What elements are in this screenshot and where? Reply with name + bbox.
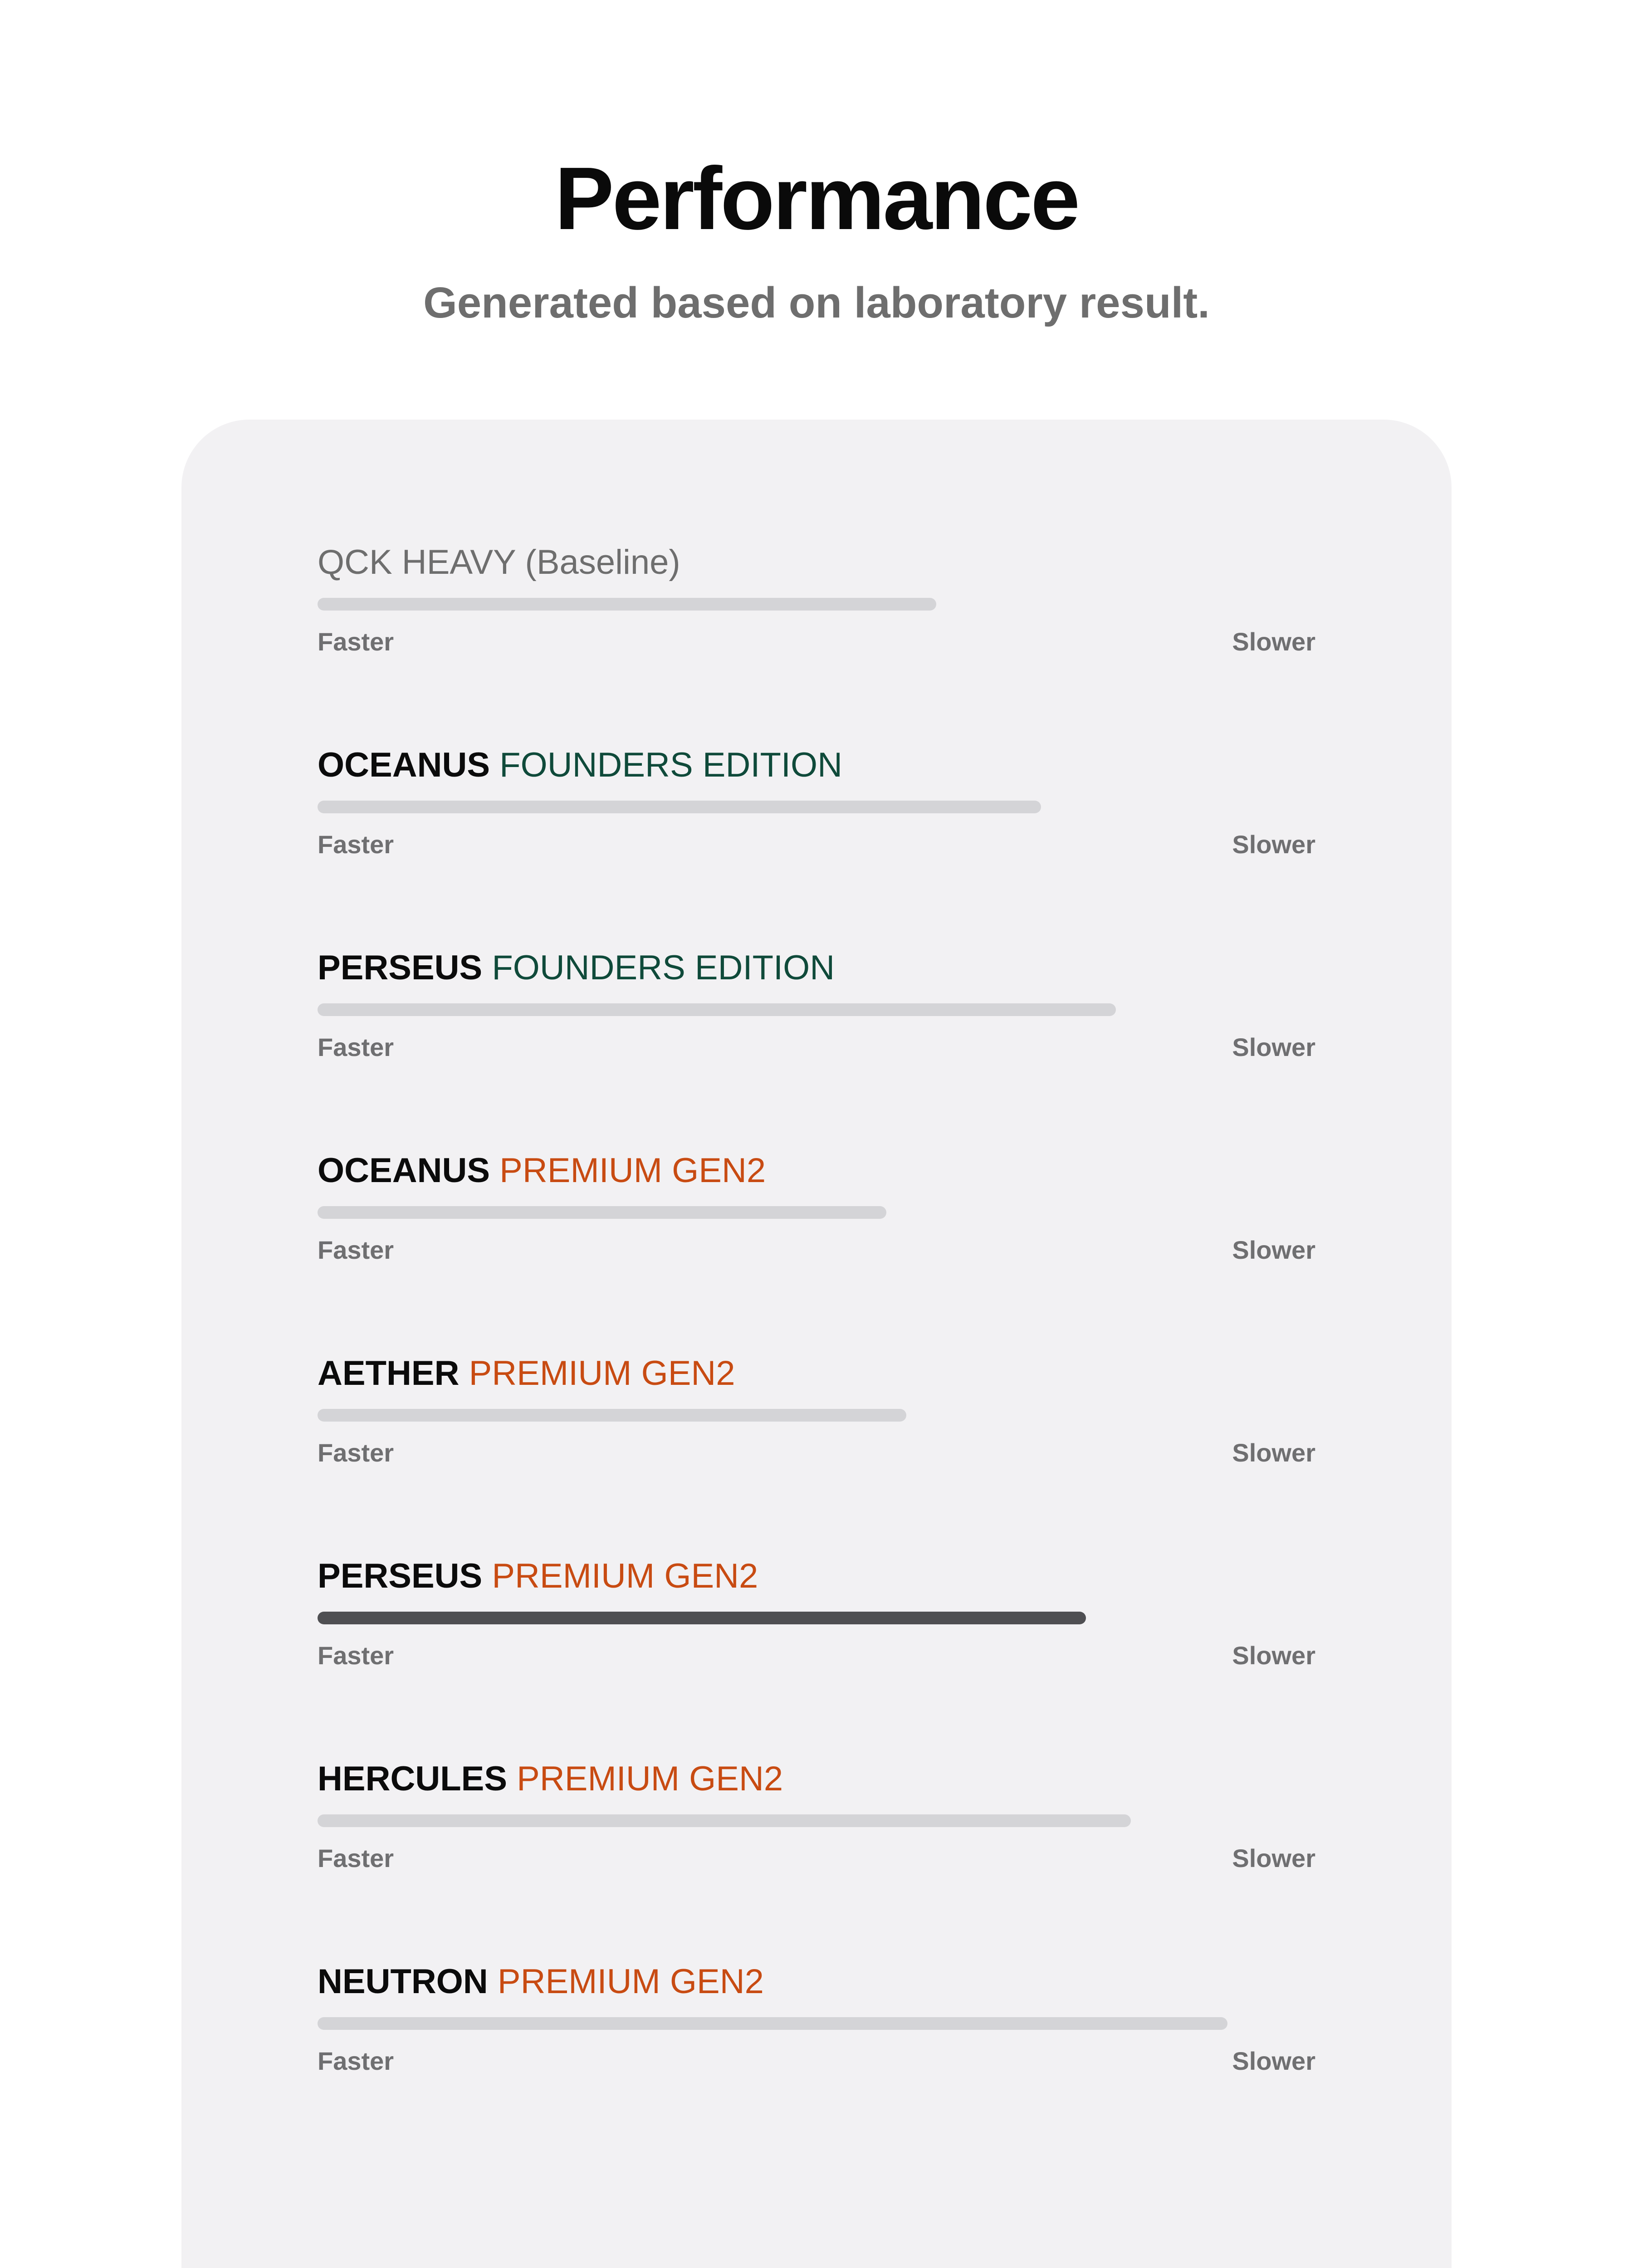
edition-label: PREMIUM GEN2 — [499, 1151, 766, 1190]
slower-label: Slower — [1232, 627, 1315, 656]
faster-label: Faster — [318, 1033, 394, 1061]
bar-track — [318, 1612, 1315, 1624]
chart-row — [318, 538, 1315, 674]
chart-bar — [318, 598, 936, 611]
faster-label: Faster — [318, 2047, 394, 2075]
chart-row — [318, 1146, 1315, 1282]
performance-card — [181, 420, 1452, 2268]
bar-track — [318, 801, 1315, 813]
chart-bar — [318, 1003, 1116, 1016]
product-name: AETHER — [318, 1354, 460, 1393]
bar-track — [318, 598, 1315, 611]
edition-label: FOUNDERS EDITION — [499, 746, 842, 784]
faster-label: Faster — [318, 1236, 394, 1264]
edition-label: QCK HEAVY (Baseline) — [318, 543, 680, 582]
chart-row — [318, 740, 1315, 876]
faster-label: Faster — [318, 1844, 394, 1872]
bar-track — [318, 1206, 1315, 1219]
bar-track — [318, 1409, 1315, 1422]
category-label — [318, 740, 842, 790]
chart-bar — [318, 1814, 1131, 1827]
edition-label: PREMIUM GEN2 — [517, 1760, 783, 1798]
faster-label: Faster — [318, 830, 394, 859]
faster-label: Faster — [318, 1641, 394, 1670]
chart-row — [318, 1349, 1315, 1485]
category-label — [318, 1957, 764, 2007]
chart-bar — [318, 801, 1041, 813]
edition-label: PREMIUM GEN2 — [497, 1962, 764, 2001]
category-label — [318, 1754, 783, 1804]
bar-track — [318, 2017, 1315, 2030]
chart-bar — [318, 2017, 1227, 2030]
category-label — [318, 1551, 758, 1601]
faster-label: Faster — [318, 627, 394, 656]
edition-label: PREMIUM GEN2 — [469, 1354, 735, 1393]
edition-label: FOUNDERS EDITION — [492, 948, 835, 987]
page-title: Performance — [554, 149, 1079, 248]
product-name: OCEANUS — [318, 1151, 490, 1190]
chart-row — [318, 1957, 1315, 2093]
product-name: HERCULES — [318, 1760, 508, 1798]
bar-track — [318, 1003, 1315, 1016]
slower-label: Slower — [1232, 1033, 1315, 1061]
category-label — [318, 538, 680, 587]
slower-label: Slower — [1232, 1438, 1315, 1467]
product-name: PERSEUS — [318, 948, 483, 987]
chart-row — [318, 1754, 1315, 1890]
chart-bar — [318, 1409, 906, 1422]
bar-track — [318, 1814, 1315, 1827]
category-label — [318, 943, 835, 993]
slower-label: Slower — [1232, 1844, 1315, 1872]
product-name: OCEANUS — [318, 746, 490, 784]
faster-label: Faster — [318, 1438, 394, 1467]
category-label — [318, 1349, 735, 1398]
chart-bar — [318, 1206, 886, 1219]
slower-label: Slower — [1232, 2047, 1315, 2075]
slower-label: Slower — [1232, 1641, 1315, 1670]
chart-row — [318, 943, 1315, 1079]
slower-label: Slower — [1232, 1236, 1315, 1264]
product-name: NEUTRON — [318, 1962, 488, 2001]
slower-label: Slower — [1232, 830, 1315, 859]
edition-label: PREMIUM GEN2 — [492, 1557, 758, 1595]
product-name: PERSEUS — [318, 1557, 483, 1595]
page-subtitle: Generated based on laboratory result. — [423, 279, 1210, 327]
chart-bar — [318, 1612, 1086, 1624]
category-label — [318, 1146, 766, 1196]
chart-row — [318, 1551, 1315, 1687]
